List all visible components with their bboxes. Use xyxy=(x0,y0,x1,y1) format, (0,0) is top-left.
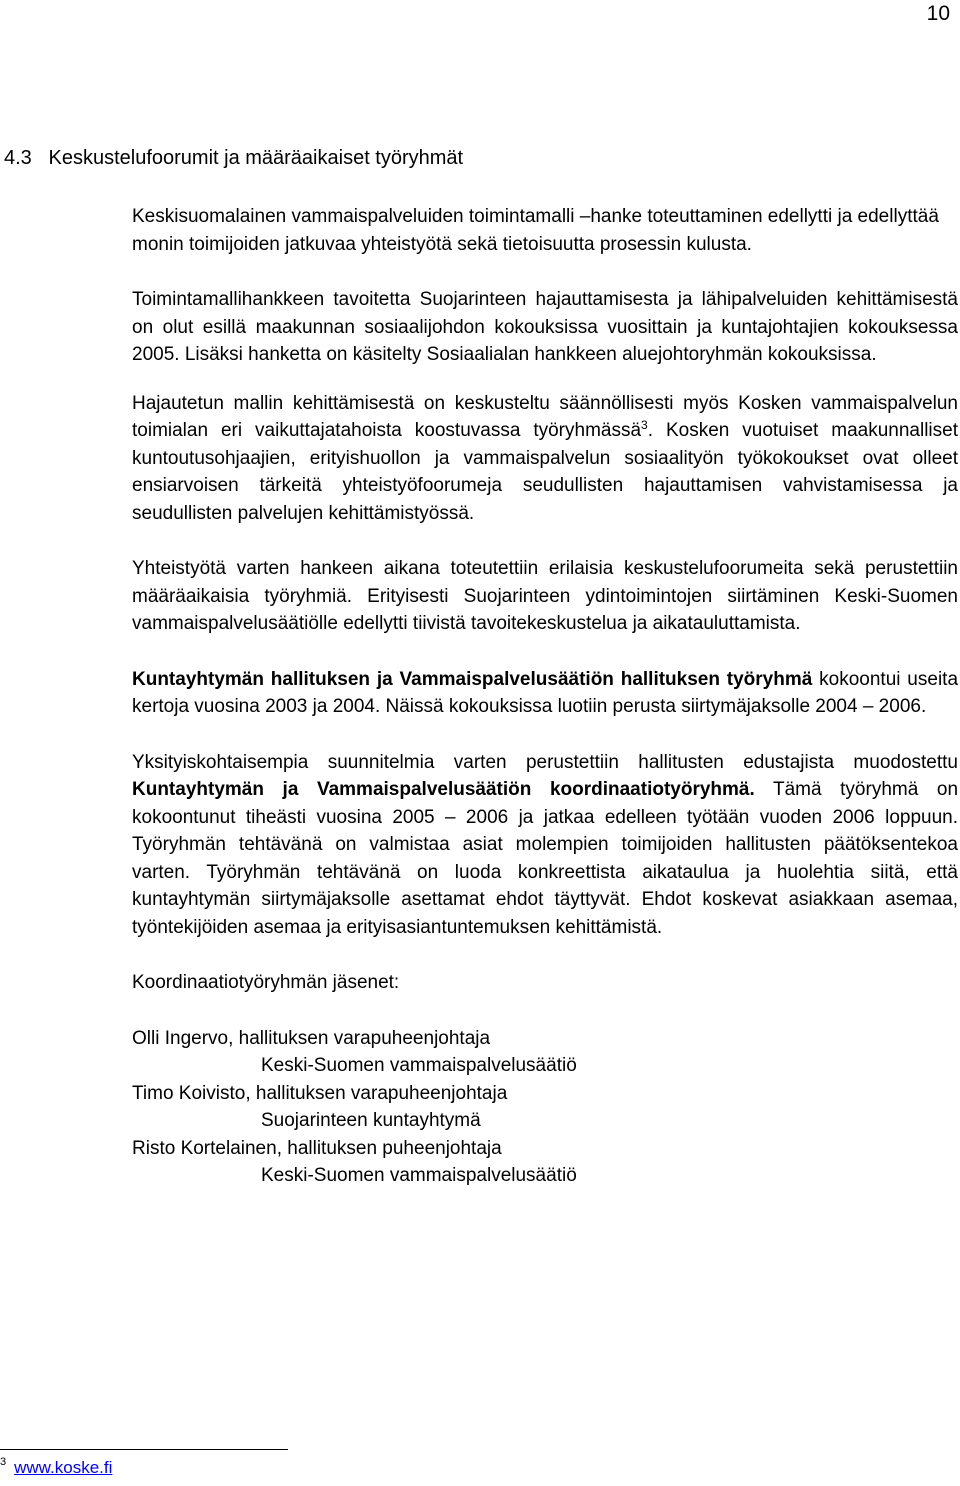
paragraph-discussion-cont: . Kosken vuotuiset maakunnalliset kuntoutusohjaajien, erityishuollon ja vammaispalvelun sosiaalityön työkokoukset ovat olleet ensiarvoisen tärkeitä yhteistyöfoorumeja seudullisten hajauttamisen vahvistamisessa ja seudullisten palvelujen kehittämistyössä. xyxy=(132,420,958,524)
paragraph-coordination-group xyxy=(132,749,958,942)
section-title: Keskustelufoorumit ja määräaikaiset työryhmät xyxy=(48,147,464,169)
section-number: 4.3 xyxy=(4,147,32,169)
board-group-name: Kuntayhtymän hallituksen ja Vammaispalvelusäätiön hallituksen työryhmä xyxy=(132,668,813,690)
member-name: Olli Ingervo, hallituksen varapuheenjohtaja xyxy=(132,1027,491,1049)
paragraph-board-group xyxy=(132,666,958,721)
footnote-separator xyxy=(0,1449,288,1450)
footnote-reference: 3 xyxy=(641,418,648,432)
page-number: 10 xyxy=(926,2,950,25)
paragraph-meetings: Toimintamallihankkeen tavoitetta Suojarinteen hajauttamisesta ja lähipalveluiden kehittämisestä on olut esillä maakunnan sosiaalijohdon kokouksissa vuosittain ja kuntajohtajien kokouksessa 2005. Lisäksi hanketta on käsitelty Sosiaalialan hankkeen aluejohtoryhmän kokouksissa. xyxy=(132,289,958,365)
section-heading xyxy=(4,147,463,170)
member-name: Risto Kortelainen, hallituksen puheenjohtaja xyxy=(132,1137,502,1159)
paragraph-cooperation: Yhteistyötä varten hankeen aikana toteutettiin erilaisia keskustelufoorumeita sekä perustettiin määräaikaisia työryhmiä. Erityisesti Suojarinteen ydintoimintojen siirtäminen Keski-Suomen vammaispalvelusäätiölle edellytti tiivistä tavoitekeskustelua ja aikatauluttamista. xyxy=(132,558,958,634)
member-name: Timo Koivisto, hallituksen varapuheenjohtaja xyxy=(132,1082,508,1104)
members-heading: Koordinaatiotyöryhmän jäsenet: xyxy=(132,972,400,993)
board-group-text: kokoontui useita kertoja vuosina 2003 ja 2004. Näissä kokouksissa luotiin perusta siirtymäjaksolle 2004 – 2006. xyxy=(132,668,959,717)
paragraph-discussion-text: Hajautetun mallin kehittämisestä on keskusteltu säännöllisesti myös Kosken vammaispalvelun toimialan eri vaikuttajatahoista koostuvassa työryhmässä xyxy=(132,392,958,441)
footnote-number: 3 xyxy=(0,1456,7,1468)
footnote-link[interactable]: www.koske.fi xyxy=(14,1458,113,1477)
coordination-intro: Yksityiskohtaisempia suunnitelmia varten perustettiin hallitusten edustajista muodostettu xyxy=(132,751,958,773)
body-text xyxy=(132,203,958,1190)
coordination-text: Tämä työryhmä on kokoontunut tiheästi vuosina 2005 – 2006 ja jatkaa edelleen työtään vuoden 2006 loppuun. Työryhmän tehtävänä on valmistaa asiat molempien toimijoiden hallitusten päätöksentekoa varten. Työryhmän tehtävänä on luoda konkreettista aikataulua ja huolehtia siitä, että kuntayhtymän siirtymäjaksolle asettamat ehdot täyttyvät. Ehdot koskevat asiakkaan asemaa, työntekijöiden asemaa ja erityisasiantuntemuksen kehittämistä. xyxy=(132,779,959,938)
footnote xyxy=(0,1458,112,1478)
member-organization: Suojarinteen kuntayhtymä xyxy=(261,1110,481,1131)
paragraph-intro: Keskisuomalainen vammaispalveluiden toimintamalli –hanke toteuttaminen edellytti ja edellyttää monin toimijoiden jatkuvaa yhteistyötä sekä tietoisuutta prosessin kulusta. xyxy=(132,206,939,255)
paragraph-discussion xyxy=(132,390,958,528)
member-organization: Keski-Suomen vammaispalvelusäätiö xyxy=(261,1165,577,1186)
member-item xyxy=(132,1080,958,1135)
member-item xyxy=(132,1135,958,1190)
member-item xyxy=(132,1025,958,1080)
coordination-group-name: Kuntayhtymän ja Vammaispalvelusäätiön koordinaatiotyöryhmä. xyxy=(132,779,755,800)
members-list xyxy=(132,1025,958,1190)
member-organization: Keski-Suomen vammaispalvelusäätiö xyxy=(261,1055,577,1076)
